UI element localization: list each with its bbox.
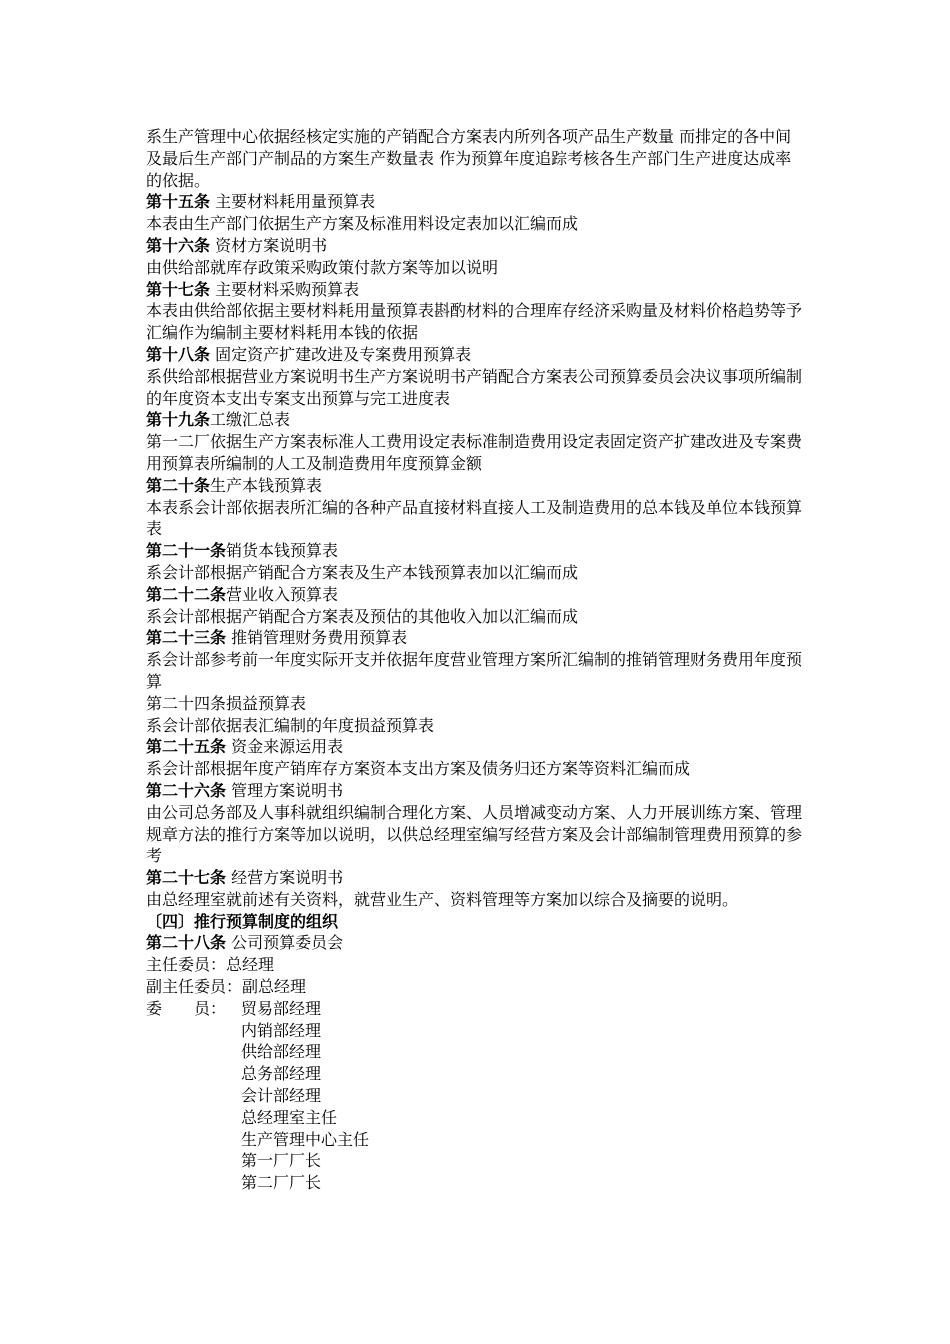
- article-22-body: 系会计部根据产销配合方案表及预估的其他收入加以汇编而成: [146, 606, 579, 626]
- article-24-heading: 第二十四条损益预算表: [146, 693, 307, 713]
- member-item: 总务部经理: [241, 1064, 322, 1084]
- article-number: 第十八条: [146, 344, 211, 364]
- article-15-heading: [146, 191, 806, 213]
- article-18-heading: [146, 344, 806, 366]
- article-title: 生产本钱预算表: [210, 475, 323, 495]
- article-title: 资材方案说明书: [215, 235, 328, 255]
- article-title: 营业收入预算表: [226, 584, 339, 604]
- article-number: 第二十三条: [146, 628, 227, 648]
- article-title: 固定资产扩建改进及专案费用预算表: [215, 344, 472, 364]
- article-23-body: 系会计部参考前一年度实际开支并依据年度营业管理方案所汇编制的推销管理财务费用年度预算: [146, 650, 803, 691]
- sections-group-b: [146, 736, 806, 910]
- article-16-heading: [146, 235, 806, 257]
- article-20-heading: [146, 475, 806, 497]
- member-item: 第二厂厂长: [241, 1173, 322, 1193]
- article-17-heading: [146, 279, 806, 301]
- article-title: 资金来源运用表: [231, 737, 344, 757]
- member-item: 供给部经理: [241, 1042, 322, 1062]
- article-22-heading: [146, 584, 806, 606]
- article-27-body: 由总经理室就前述有关资料，就营业生产、资料管理等方案加以综合及摘要的说明。: [146, 889, 739, 909]
- vice-chair-line: 副主任委员：副总经理: [146, 977, 307, 997]
- part-heading: [146, 911, 806, 933]
- article-number: 第二十五条: [146, 737, 227, 757]
- member-item: 总经理室主任: [241, 1107, 338, 1127]
- member-item: 会计部经理: [241, 1086, 322, 1106]
- members-block: [146, 998, 806, 1194]
- article-15-body: 本表由生产部门依据生产方案及标准用料设定表加以汇编而成: [146, 214, 579, 234]
- article-24-body: 系会计部依据表汇编制的年度损益预算表: [146, 715, 435, 735]
- members-list: [241, 998, 369, 1194]
- article-number: 第二十六条: [146, 780, 227, 800]
- article-17-body: 本表由供给部依据主要材料耗用量预算表斟酌材料的合理库存经济采购量及材料价格趋势等予汇编作为编制主要材料耗用本钱的依据: [146, 301, 803, 343]
- member-item: 第一厂厂长: [241, 1151, 322, 1171]
- article-title: 工缴汇总表: [210, 410, 291, 430]
- document-page: [146, 126, 806, 1194]
- article-title: 销货本钱预算表: [226, 541, 339, 561]
- article-19-body: 第一二厂依据生产方案表标准人工费用设定表标准制造费用设定表固定资产扩建改进及专案费用预算表所编制的人工及制造费用年度预算金额: [146, 432, 803, 473]
- article-number: 第二十条: [146, 475, 211, 495]
- article-title: 经营方案说明书: [231, 868, 344, 888]
- sections-group-a: [146, 191, 806, 692]
- member-item: 贸易部经理: [241, 998, 322, 1018]
- article-title: 主要材料耗用量预算表: [215, 192, 376, 212]
- article-number: 第十五条: [146, 192, 211, 212]
- chair-line: 主任委员：总经理: [146, 955, 275, 975]
- article-21-body: 系会计部根据产销配合方案表及生产本钱预算表加以汇编而成: [146, 562, 579, 582]
- article-number: 第二十七条: [146, 868, 227, 888]
- article-title: 主要材料采购预算表: [215, 279, 360, 299]
- members-label: 委 员：: [146, 998, 227, 1018]
- article-number: 第十七条: [146, 279, 211, 299]
- article-number: 第十六条: [146, 235, 211, 255]
- article-number: 第二十八条: [146, 933, 227, 953]
- article-number: 第二十二条: [146, 584, 227, 604]
- article-28-heading: [146, 932, 806, 954]
- article-16-body: 由供给部就库存政策采购政策付款方案等加以说明: [146, 257, 499, 277]
- article-number: 第十九条: [146, 410, 211, 430]
- article-title: 公司预算委员会: [231, 933, 344, 953]
- part-heading-text: 〔四〕推行预算制度的组织: [146, 911, 339, 931]
- article-18-body: 系供给部根据营业方案说明书生产方案说明书产销配合方案表公司预算委员会决议事项所编制的年度资本支出专案支出预算与完工进度表: [146, 366, 803, 408]
- article-26-body: 由公司总务部及人事科就组织编制合理化方案、人员增减变动方案、人力开展训练方案、管理规章方法的推行方案等加以说明，以供总经理室编写经营方案及会计部编制管理费用预算的参考: [146, 802, 803, 866]
- article-21-heading: [146, 540, 806, 562]
- article-title: 管理方案说明书: [231, 780, 344, 800]
- article-19-heading: [146, 409, 806, 431]
- article-27-heading: [146, 867, 806, 889]
- article-26-heading: [146, 780, 806, 802]
- member-item: 生产管理中心主任: [241, 1129, 370, 1149]
- member-item: 内销部经理: [241, 1020, 322, 1040]
- article-23-heading: [146, 627, 806, 649]
- intro-paragraph: 系生产管理中心依据经核定实施的产销配合方案表内所列各项产品生产数量 而排定的各中间及最后生产部门产制品的方案生产数量表 作为预算年度追踪考核各生产部门生产进度达成率的依据。: [146, 127, 792, 190]
- article-20-body: 本表系会计部依据表所汇编的各种产品直接材料直接人工及制造费用的总本钱及单位本钱预算表: [146, 497, 803, 539]
- article-number: 第二十一条: [146, 541, 227, 561]
- article-25-body: 系会计部根据年度产销库存方案资本支出方案及债务归还方案等资料汇编而成: [146, 759, 691, 779]
- article-25-heading: [146, 736, 806, 758]
- article-title: 推销管理财务费用预算表: [231, 628, 408, 648]
